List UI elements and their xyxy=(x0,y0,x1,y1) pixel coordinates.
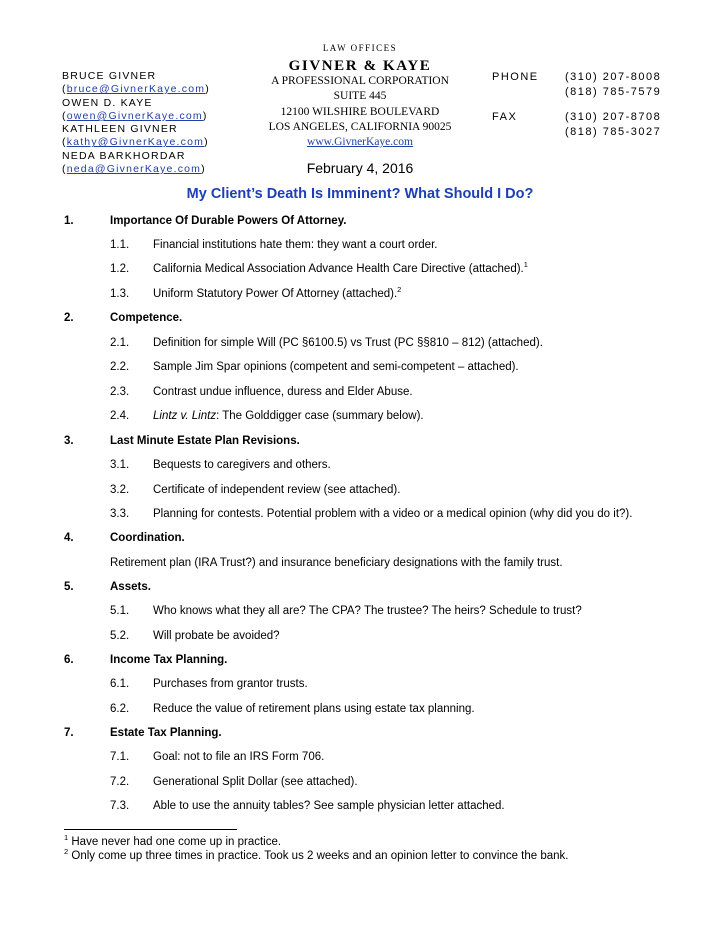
item-number: 5.1. xyxy=(110,605,130,617)
website-link[interactable]: www.GivnerKaye.com xyxy=(307,136,413,149)
section-number: 2. xyxy=(64,312,74,324)
item-number: 3.2. xyxy=(110,484,130,496)
item-number: 1.1. xyxy=(110,239,130,251)
item-text: Reduce the value of retirement plans using estate tax planning. xyxy=(153,703,475,715)
attorney-name: OWEN D. KAYE xyxy=(62,96,153,109)
item-text: Contrast undue influence, duress and Elder Abuse. xyxy=(153,386,413,398)
section-heading: Assets. xyxy=(110,581,151,593)
footnote-text: Have never had one come up in practice. xyxy=(71,836,282,848)
attorney-email-line: (owen@GivnerKaye.com) xyxy=(62,109,208,122)
firm-name: GIVNER & KAYE xyxy=(288,58,432,74)
section-heading: Competence. xyxy=(110,312,183,324)
item-text: Definition for simple Will (PC §6100.5) vs Trust (PC §§810 – 812) (attached). xyxy=(153,337,543,349)
phone-label: PHONE xyxy=(492,71,539,83)
law-offices-label: LAW OFFICES xyxy=(322,43,398,53)
attorney-email-link[interactable]: neda@GivnerKaye.com xyxy=(66,163,202,176)
item-text: Financial institutions hate them: they want a court order. xyxy=(153,239,438,251)
item-text-with-footnote xyxy=(153,287,401,301)
footnote xyxy=(64,833,282,849)
firm-block xyxy=(252,43,468,150)
attorney-email-link[interactable]: kathy@GivnerKaye.com xyxy=(66,136,205,149)
item-number: 7.3. xyxy=(110,800,130,812)
item-text: Planning for contests. Potential problem with a video or a medical opinion (why did you do it?). xyxy=(153,508,633,520)
item-text: Who knows what they all are? The CPA? The trustee? The heirs? Schedule to trust? xyxy=(153,605,582,617)
footnote xyxy=(64,847,569,863)
footnote-divider xyxy=(64,829,237,830)
street-line: 12100 WILSHIRE BOULEVARD xyxy=(280,105,440,118)
section-heading: Estate Tax Planning. xyxy=(110,727,222,739)
item-number: 5.2. xyxy=(110,630,130,642)
item-text: Will probate be avoided? xyxy=(153,630,280,642)
item-text: Bequests to caregivers and others. xyxy=(153,459,331,471)
item-number: 2.3. xyxy=(110,386,130,398)
item-text: Generational Split Dollar (see attached). xyxy=(153,776,358,788)
footnote-marker: 1 xyxy=(64,833,69,842)
attorney-name: BRUCE GIVNER xyxy=(62,70,157,82)
case-name: Lintz v. Lintz xyxy=(153,410,217,422)
city-line: LOS ANGELES, CALIFORNIA 90025 xyxy=(268,120,452,133)
footnote-text: Only come up three times in practice. Took us 2 weeks and an opinion letter to convince the bank. xyxy=(71,850,569,862)
phone-number: (310) 207-8008 xyxy=(565,71,662,83)
section-number: 5. xyxy=(64,581,74,593)
item-number: 7.2. xyxy=(110,776,130,788)
item-number: 1.2. xyxy=(110,263,130,275)
item-number: 3.1. xyxy=(110,459,130,471)
item-text: Sample Jim Spar opinions (competent and semi-competent – attached). xyxy=(153,361,519,373)
attorney-name: NEDA BARKHORDAR xyxy=(62,149,186,162)
fax-number: (310) 207-8708 xyxy=(565,111,662,123)
section-heading: Coordination. xyxy=(110,532,185,544)
item-text: Uniform Statutory Power Of Attorney (attached). xyxy=(153,288,398,300)
item-number: 7.1. xyxy=(110,751,130,763)
section-number: 3. xyxy=(64,435,74,447)
item-number: 2.4. xyxy=(110,410,130,422)
item-text-with-case xyxy=(153,409,424,423)
footnote-marker: 1 xyxy=(523,260,528,269)
phone-number: (818) 785-7579 xyxy=(565,86,662,98)
item-text: Certificate of independent review (see attached). xyxy=(153,484,401,496)
section-number: 7. xyxy=(64,727,74,739)
section-paragraph: Retirement plan (IRA Trust?) and insurance beneficiary designations with the family trust. xyxy=(110,557,563,569)
fax-number: (818) 785-3027 xyxy=(565,126,662,138)
attorney-email-line: (neda@GivnerKaye.com) xyxy=(62,163,206,176)
section-heading: Importance Of Durable Powers Of Attorney. xyxy=(110,215,347,227)
item-number: 6.1. xyxy=(110,678,130,690)
section-number: 6. xyxy=(64,654,74,666)
document-title: My Client’s Death Is Imminent? What Should I Do? xyxy=(186,186,534,202)
item-number: 6.2. xyxy=(110,703,130,715)
item-number: 3.3. xyxy=(110,508,130,520)
item-text: Purchases from grantor trusts. xyxy=(153,678,308,690)
corporation-line: A PROFESSIONAL CORPORATION xyxy=(271,75,449,87)
attorney-email-link[interactable]: owen@GivnerKaye.com xyxy=(66,109,203,122)
attorney-name: KATHLEEN GIVNER xyxy=(62,123,178,136)
attorney-email-link[interactable]: bruce@GivnerKaye.com xyxy=(66,83,206,96)
footnote-marker: 2 xyxy=(397,285,402,294)
item-text: Goal: not to file an IRS Form 706. xyxy=(153,751,325,763)
section-number: 1. xyxy=(64,215,74,227)
item-number: 1.3. xyxy=(110,288,130,300)
section-heading: Income Tax Planning. xyxy=(110,654,228,666)
item-text: Able to use the annuity tables? See sample physician letter attached. xyxy=(153,800,505,812)
document-date: February 4, 2016 xyxy=(306,160,414,176)
attorney-email-line: (kathy@GivnerKaye.com) xyxy=(62,136,209,149)
item-number: 2.1. xyxy=(110,337,130,349)
item-text-with-footnote xyxy=(153,262,528,276)
fax-label: FAX xyxy=(492,111,518,123)
footnote-marker: 2 xyxy=(64,847,69,856)
item-text: California Medical Association Advance Health Care Directive (attached). xyxy=(153,263,524,275)
section-number: 4. xyxy=(64,532,74,544)
section-heading: Last Minute Estate Plan Revisions. xyxy=(110,435,300,447)
item-text: : The Golddigger case (summary below). xyxy=(216,410,424,422)
suite-line: SUITE 445 xyxy=(333,90,387,103)
item-number: 2.2. xyxy=(110,361,130,373)
attorney-email-line: (bruce@GivnerKaye.com) xyxy=(62,83,210,96)
